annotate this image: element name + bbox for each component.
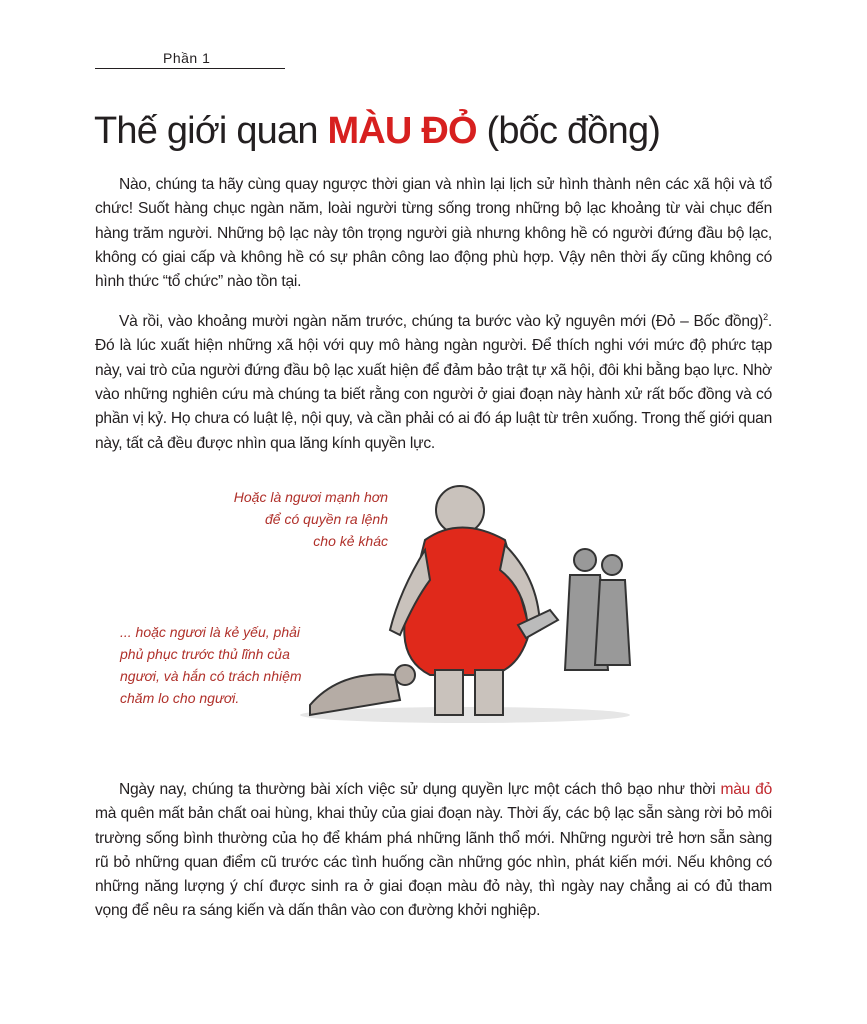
giant-figure xyxy=(390,486,558,715)
chapter-title xyxy=(94,110,660,153)
caption-line: cho kẻ khác xyxy=(313,533,388,549)
title-highlight: MÀU ĐỎ xyxy=(327,110,477,152)
caption-line: chăm lo cho ngươi. xyxy=(120,690,240,706)
kneeling-man xyxy=(310,665,415,715)
illustration-giant-and-tribe xyxy=(290,470,640,730)
caption-line: phủ phục trước thủ lĩnh của xyxy=(120,646,290,662)
title-suffix: (bốc đồng) xyxy=(476,110,661,152)
onlookers xyxy=(565,549,630,670)
p3-text-a: Ngày nay, chúng ta thường bài xích việc sử dụng quyền lực một cách thô bạo như thời xyxy=(119,781,721,798)
paragraph-3 xyxy=(95,778,772,924)
p3-text-b: mà quên mất bản chất oai hùng, khai thủy của giai đoạn này. Thời ấy, các bộ lạc sẵn sàng rời bỏ môi trường sống bình thường của họ để khám phá những lãnh thổ mới. Những người trẻ hơn sẵn sàng rũ bỏ những quan điểm cũ trước các tình huống cần những góc nhìn, phát kiến mới. Nếu không có những năng lượng ý chí được sinh ra ở giai đoạn màu đỏ này, thì ngày nay chẳng ai có đủ tham vọng để nêu ra sáng kiến và dấn thân vào con đường khởi nghiệp. xyxy=(95,805,772,920)
caption-line: Hoặc là ngươi mạnh hơn xyxy=(233,489,388,505)
caption-line: ngươi, và hắn có trách nhiệm xyxy=(120,668,302,684)
paragraph-1: Nào, chúng ta hãy cùng quay ngược thời gian và nhìn lại lịch sử hình thành nên các xã hội và tổ chức! Suốt hàng chục ngàn năm, loài người từng sống trong những bộ lạc khoảng từ vài chục đến hàng trăm người. Những bộ lạc này tôn trọng người già nhưng không hề có người đứng đầu bộ lạc, không có giai cấp và không hề có sự phân công lao động phù hợp. Vậy nên thời ấy cũng không có hình thức “tổ chức” nào tồn tại. xyxy=(95,176,772,291)
title-prefix: Thế giới quan xyxy=(94,110,328,152)
p2-text-b: . Đó là lúc xuất hiện những xã hội với quy mô hàng ngàn người. Để thích nghi với mức độ phức tạp này, vai trò của người đứng đầu bộ lạc xuất hiện để đảm bảo trật tự xã hội, đôi khi bằng bạo lực. Nhờ vào những nghiên cứu mà chúng ta biết rằng con người ở giai đoạn này hành xử rất bốc đồng và có phần vị kỷ. Họ chưa có luật lệ, nội quy, và cần phải có ai đó áp luật từ trên xuống. Trong thế giới quan này, tất cả đều được nhìn qua lăng kính quyền lực. xyxy=(95,313,772,452)
caption-line: ... hoặc ngươi là kẻ yếu, phải xyxy=(120,624,300,640)
part-header xyxy=(95,48,285,69)
part-label: Phần 1 xyxy=(163,50,211,66)
caption-line: để có quyền ra lệnh xyxy=(265,511,388,527)
footnote-ref[interactable]: 2 xyxy=(763,312,768,322)
p3-red-term: màu đỏ xyxy=(720,781,772,798)
paragraph-2 xyxy=(95,305,772,456)
p2-text-a: Và rồi, vào khoảng mười ngàn năm trước, chúng ta bước vào kỷ nguyên mới (Đỏ – Bốc đồng) xyxy=(119,313,764,331)
